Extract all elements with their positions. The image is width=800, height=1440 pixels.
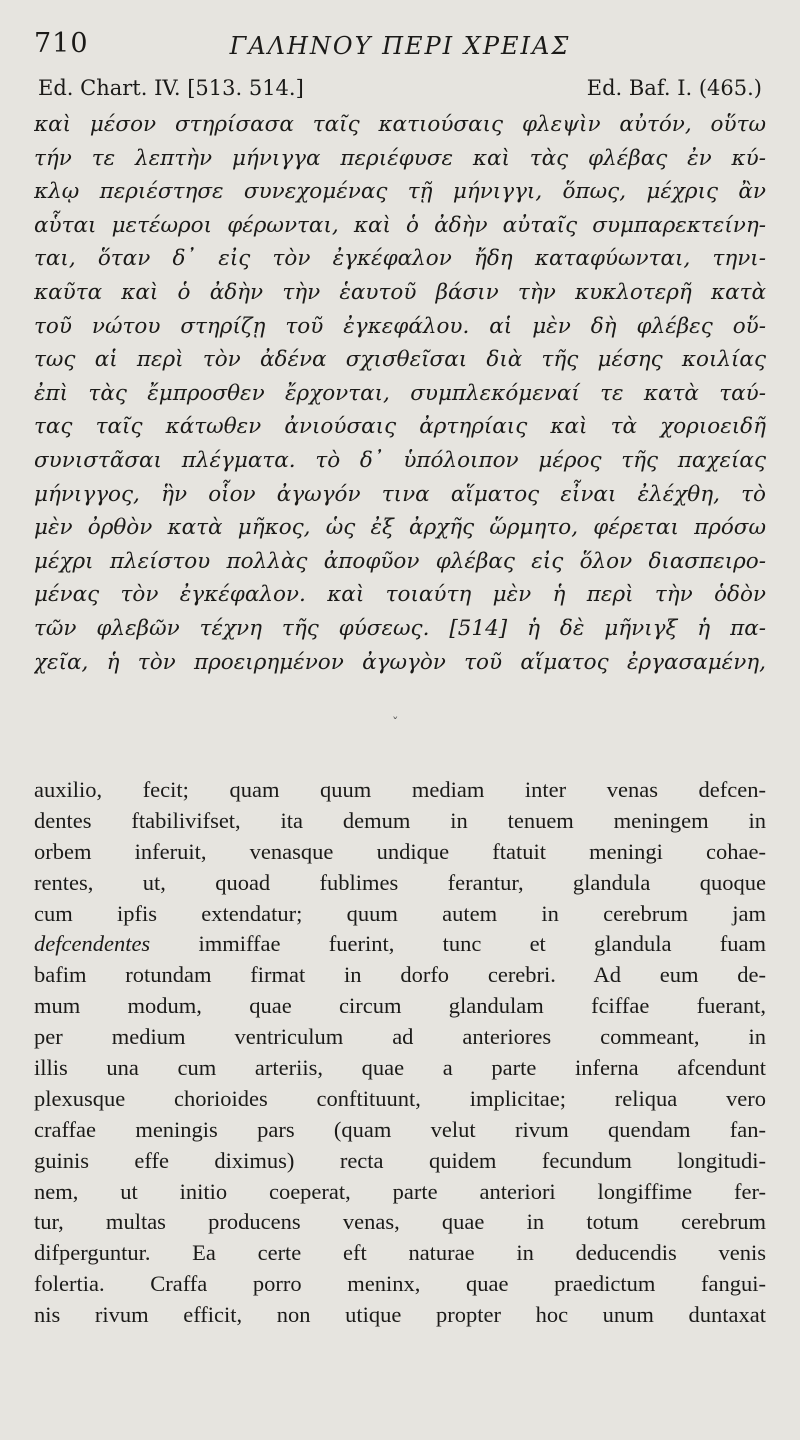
latin-line — [34, 1177, 766, 1208]
greek-line: μὲν ὀρθὸν κατὰ μῆκος, ὡς ἐξ ἀρχῆς ὥρμητο, φέρεται πρόσω — [34, 515, 766, 541]
edition-reference-basel: Ed. Baf. I. (465.) — [586, 76, 762, 100]
edition-reference-chartier: Ed. Chart. IV. [513. 514.] — [38, 76, 304, 100]
latin-line-text: nis rivum efficit, non utique propter hoc unum duntaxat — [34, 1302, 766, 1328]
latin-line-text: dentes ftabilivifset, ita demum in tenuem meningem in — [34, 807, 766, 833]
latin-line-text: rentes, ut, quoad fublimes ferantur, glandula quoque — [34, 869, 766, 895]
latin-line — [34, 775, 766, 806]
latin-line-text: auxilio, fecit; quam quum mediam inter venas defcen- — [34, 777, 766, 802]
latin-line — [34, 899, 766, 930]
latin-line — [34, 991, 766, 1022]
page-number: 710 — [34, 28, 89, 59]
greek-line: μήνιγγος, ἣν οἷον ἀγωγόν τινα αἵματος εἶναι ἐλέχθη, τὸ — [34, 481, 766, 507]
greek-line: συνιστᾶσαι πλέγματα. τὸ δ᾽ ὑπόλοιπον μέρος τῆς παχείας — [34, 447, 766, 473]
greek-line: ται, ὅταν δ᾽ εἰς τὸν ἐγκέφαλον ἤδη καταφύωνται, τηνι- — [34, 246, 766, 272]
latin-line — [34, 1300, 766, 1331]
print-mark: ˇ — [392, 716, 399, 731]
latin-line-text: guinis effe diximus) recta quidem fecundum longitudi- — [34, 1147, 766, 1173]
latin-line-text: bafim rotundam firmat in dorfo cerebri. Ad eum de- — [34, 962, 766, 988]
latin-line — [34, 1238, 766, 1269]
latin-line — [34, 868, 766, 899]
latin-line — [34, 1269, 766, 1300]
latin-line — [34, 1115, 766, 1146]
greek-line: ἐπὶ τὰς ἔμπροσθεν ἔρχονται, συμπλεκόμεναί τε κατὰ ταύ- — [34, 380, 766, 406]
latin-line-text: tur, multas producens venas, quae in totum cerebrum — [34, 1209, 766, 1235]
greek-line: τῶν φλεβῶν τέχνη τῆς φύσεως. [514] ἡ δὲ μῆνιγξ ἡ πα- — [34, 615, 766, 641]
greek-line: χεῖα, ἡ τὸν προειρημένον ἀγωγὸν τοῦ αἵματος ἐργασαμένη, — [34, 649, 766, 675]
greek-line: κλῳ περιέστησε συνεχομένας τῇ μήνιγγι, ὅπως, μέχρις ἂν — [34, 179, 766, 205]
latin-line-text: difperguntur. Ea certe eft naturae in deducendis venis — [34, 1240, 766, 1266]
latin-line-text: nem, ut initio coeperat, parte anteriori longiffime fer- — [34, 1178, 766, 1204]
latin-line — [34, 1146, 766, 1177]
latin-text-block — [34, 775, 766, 1331]
latin-line — [34, 1022, 766, 1053]
latin-line — [34, 1207, 766, 1238]
latin-line-text: folertia. Craffa porro meninx, quae praedictum fangui- — [34, 1271, 766, 1297]
latin-line — [34, 1053, 766, 1084]
greek-line: αὗται μετέωροι φέρωνται, καὶ ὁ ἀδὴν αὐταῖς συμπαρεκτείνη- — [34, 212, 766, 238]
greek-line: τας ταῖς κάτωθεν ἀνιούσαις ἀρτηρίαις καὶ τὰ χοριοειδῆ — [34, 414, 766, 440]
latin-line-text: craffae meningis pars (quam velut rivum quendam fan- — [34, 1116, 766, 1142]
greek-line: τοῦ νώτου στηρίζῃ τοῦ ἐγκεφάλου. αἱ μὲν δὴ φλέβες οὕ- — [34, 313, 766, 339]
latin-line — [34, 960, 766, 991]
greek-line: καὶ μέσον στηρίσασα ταῖς κατιούσαις φλεψὶν αὐτόν, οὕτω — [34, 112, 766, 137]
latin-line — [34, 806, 766, 837]
greek-text-block — [34, 108, 766, 679]
latin-line-text: orbem inferuit, venasque undique ftatuit meningi cohae- — [34, 838, 766, 864]
latin-line-text: mum modum, quae circum glandulam fciffae fuerant, — [34, 993, 766, 1019]
italic-word: defcendentes — [34, 931, 151, 957]
latin-line-text: plexusque chorioides conftituunt, implicitae; reliqua vero — [34, 1085, 766, 1111]
edition-reference-line — [38, 76, 762, 106]
latin-line — [34, 1084, 766, 1115]
latin-line-text: per medium ventriculum ad anteriores commeant, in — [34, 1024, 766, 1050]
latin-line — [34, 837, 766, 868]
running-head — [34, 28, 766, 64]
greek-line: μέχρι πλείστου πολλὰς ἀποφῦον φλέβας εἰς ὅλον διασπειρο- — [34, 548, 766, 574]
running-title: ΓΑΛΗΝΟΥ ΠΕΡΙ ΧΡΕΙΑΣ — [229, 32, 571, 60]
latin-line-text: immiffae fuerint, tunc et glandula fuam — [150, 931, 766, 957]
greek-line: καῦτα καὶ ὁ ἀδὴν τὴν ἑαυτοῦ βάσιν τὴν κυκλοτερῆ κατὰ — [34, 279, 766, 305]
latin-line — [34, 929, 766, 960]
latin-line-text: illis una cum arteriis, quae a parte inferna afcendunt — [34, 1055, 766, 1081]
greek-line: τήν τε λεπτὴν μήνιγγα περιέφυσε καὶ τὰς φλέβας ἐν κύ- — [34, 145, 766, 171]
greek-line: τως αἱ περὶ τὸν ἀδένα σχισθεῖσαι διὰ τῆς μέσης κοιλίας — [34, 347, 766, 373]
greek-line: μένας τὸν ἐγκέφαλον. καὶ τοιαύτη μὲν ἡ περὶ τὴν ὁδὸν — [34, 582, 766, 608]
latin-line-text: cum ipfis extendatur; quum autem in cerebrum jam — [34, 900, 766, 926]
